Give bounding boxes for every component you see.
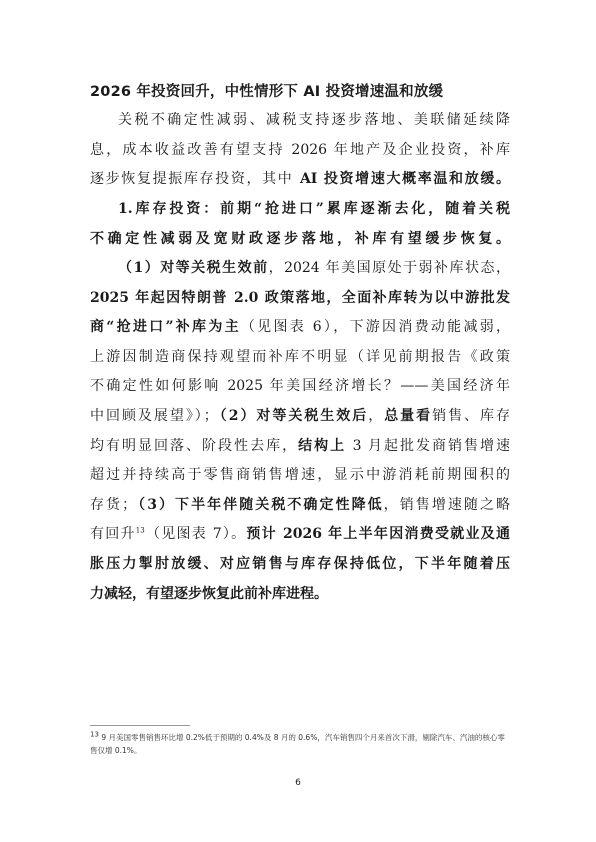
- footnote-divider: [90, 725, 190, 726]
- text-line: 不确定性减弱及宽财政逐步落地，补库有望缓步恢复。: [90, 230, 510, 247]
- text-fragment: ，2024 年美国原处于弱补库状态，: [268, 260, 510, 276]
- footnote-mark: 13: [90, 730, 99, 739]
- text-line: 关税不确定性减弱、减税支持逐步落地、美联储延续降: [118, 112, 510, 128]
- footnote-ref[interactable]: 13: [135, 526, 145, 535]
- text-fragment: （见图表 6），下游因消费动能减弱，: [240, 319, 510, 336]
- text-line: [90, 520, 510, 550]
- text-fragment: 销售、库存: [432, 407, 510, 424]
- text-line: [90, 313, 510, 343]
- bold-text: 结构上: [298, 437, 347, 454]
- text-line: 上游因制造商保持观望而补库不明显（详见前期报告《政策: [90, 348, 510, 365]
- text-fragment: 存货；: [90, 496, 137, 513]
- text-line: 不确定性如何影响 2025 年美国经济增长？——美国经济年: [90, 378, 510, 395]
- text-line: [90, 432, 510, 462]
- footnote: [90, 731, 510, 757]
- bold-text: 商“抢进口”补库为主: [90, 319, 241, 336]
- bold-text: 预计 2026 年上半年因消费受就业及通: [246, 526, 510, 543]
- paragraph-body: [90, 254, 510, 609]
- bold-text: 胀压力掣肘放缓、对应销售与库存保持低位，下半年随着压: [90, 555, 510, 572]
- text-line: [90, 402, 510, 432]
- bold-text: （2）对等关税生效后: [217, 407, 369, 424]
- paragraph-subheading: [90, 195, 510, 254]
- text-fragment: 中回顾及展望》）；: [90, 407, 218, 424]
- section-heading: 2026 年投资回升，中性情形下 AI 投资增速温和放缓: [90, 84, 444, 100]
- text-line: [90, 550, 510, 580]
- bold-text: 总量看: [384, 407, 433, 424]
- footnote-text: 9 月美国零售销售环比增 0.2%低于预期的 0.4%及 8 月的 0.6%，汽车销售四个月来首次下滑，剔除汽车、汽油的核心零售仅增 0.1%。: [90, 733, 505, 755]
- bold-text: （3）下半年伴随关税不确定性降低: [136, 496, 384, 513]
- text-fragment: 3 月起批发商销售增速: [346, 437, 510, 454]
- text-fragment: 有回升: [90, 526, 136, 543]
- bold-text: AI 投资增速大概率温和放缓。: [293, 171, 510, 188]
- text-fragment: ，销售增速随之略: [383, 496, 510, 513]
- text-line: [90, 491, 510, 521]
- text-line: [90, 284, 510, 314]
- text-fragment: 逐步恢复提振库存投资，其中: [90, 171, 294, 188]
- text-fragment: ，: [368, 407, 385, 424]
- bold-text: 2025 年起因特朗普 2.0 政策落地，全面补库转为以中游批发: [90, 289, 510, 306]
- bold-text: 力减轻，有望逐步恢复此前补库进程。: [90, 585, 328, 602]
- text-line: [90, 254, 510, 284]
- text-fragment: （见图表 7）。: [144, 526, 247, 543]
- bold-text: （1）对等关税生效前: [118, 260, 269, 276]
- text-line: 超过并持续高于零售商销售增速，显示中游消耗前期囤积的: [90, 467, 510, 484]
- text-fragment: 均有明显回落、阶段性去库，: [90, 437, 299, 454]
- text-line: [90, 580, 510, 610]
- page-number: 6: [295, 778, 301, 788]
- paragraph-intro: [90, 106, 510, 195]
- text-line: [90, 165, 510, 195]
- text-line: 1.库存投资：前期“抢进口”累库逐渐去化，随着关税: [118, 201, 510, 217]
- text-line: 息，成本收益改善有望支持 2026 年地产及企业投资，补库: [90, 141, 510, 158]
